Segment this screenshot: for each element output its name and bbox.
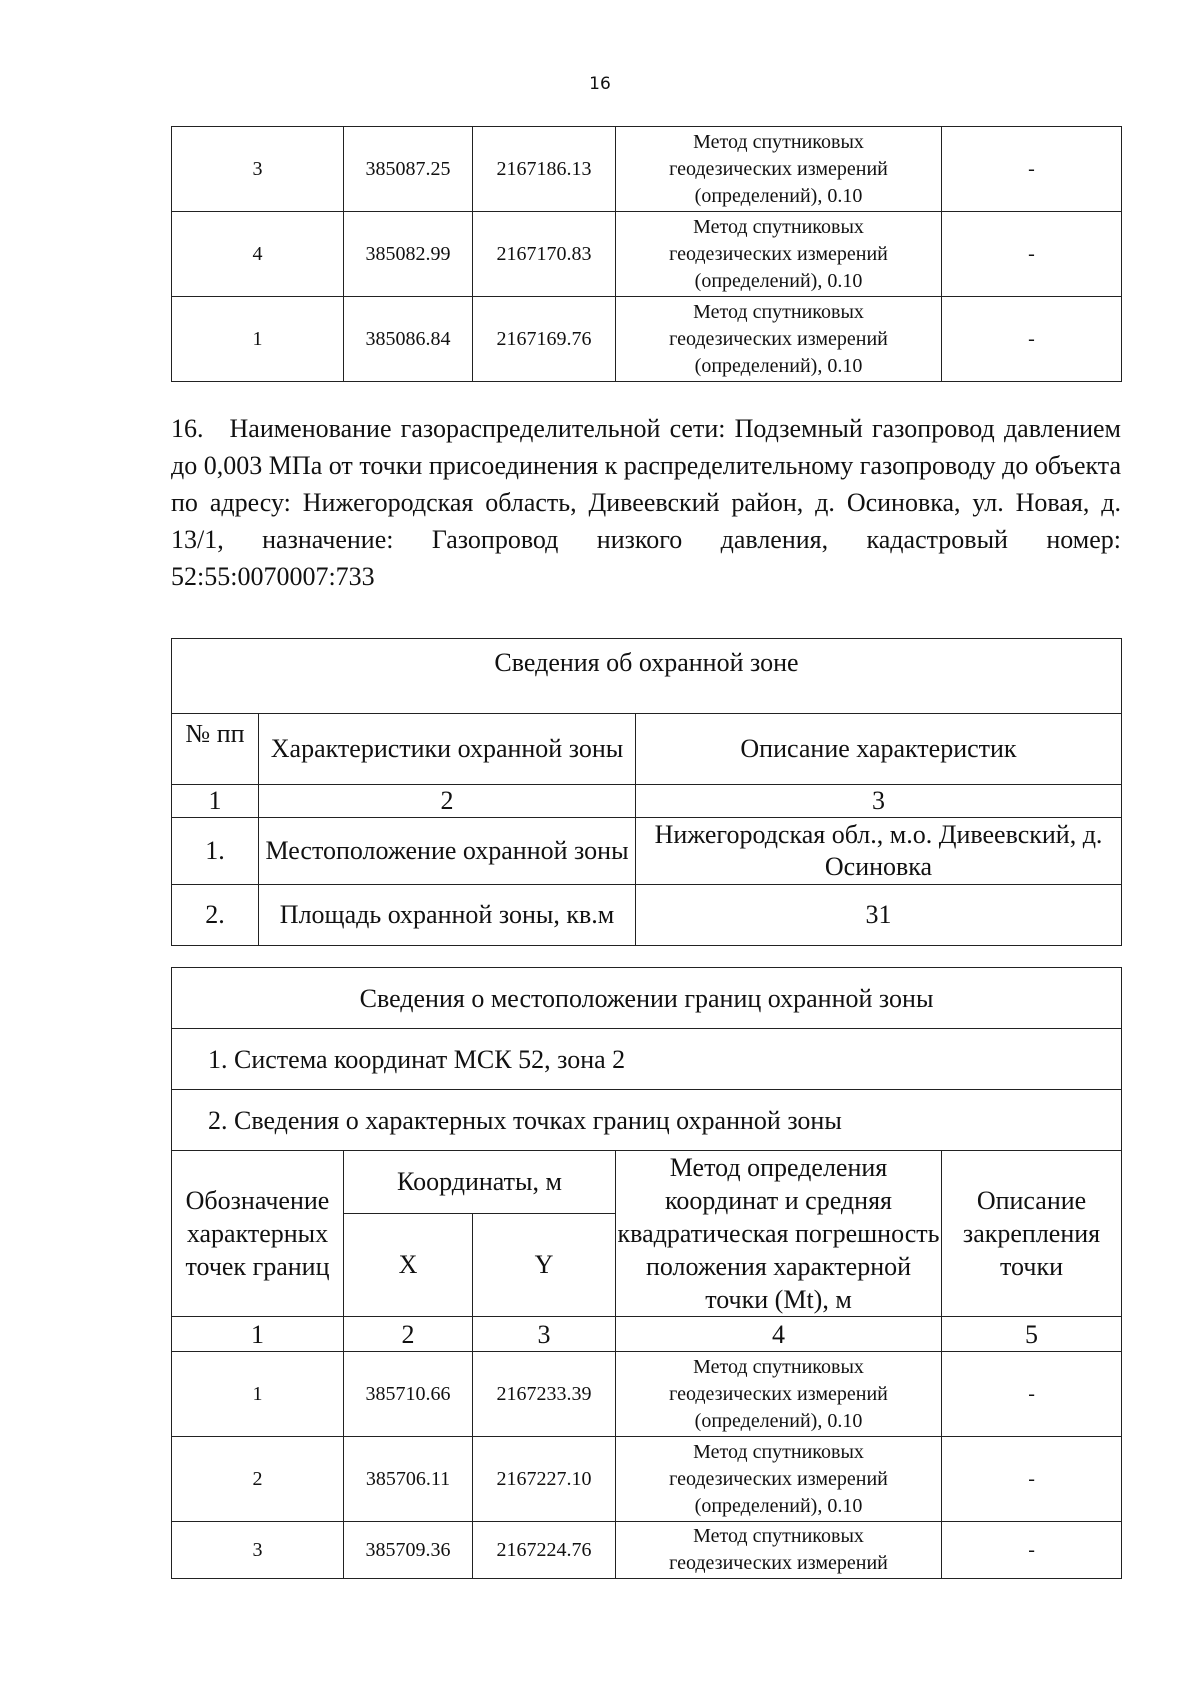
column-number: 3	[636, 785, 1122, 818]
coord-x: 385087.25	[344, 127, 473, 212]
coord-y: 2167169.76	[473, 297, 616, 382]
fixing-description: -	[942, 297, 1122, 382]
gas-network-description: 16. Наименование газораспределительной сети: Подземный газопровод давлением до 0,003 МПа от точки присоединения к распределительному газопроводу до объекта по адресу: Нижегородская область, Дивеевский район, д. Осиновка, ул. Новая, д. 13/1, назначение: Газопровод низкого давления, кадастровый номер: 52:55:0070007:733	[171, 414, 1121, 591]
coord-x: 385086.84	[344, 297, 473, 382]
column-header-number: № пп	[172, 714, 259, 785]
fixing-description: -	[942, 1522, 1122, 1579]
column-header-description: Описание характеристик	[636, 714, 1122, 785]
column-number: 2	[259, 785, 636, 818]
column-number: 1	[172, 785, 259, 818]
column-number: 3	[473, 1317, 616, 1352]
column-number: 2	[344, 1317, 473, 1352]
table-row	[172, 818, 1122, 885]
point-number: 3	[172, 127, 344, 212]
fixing-description: -	[942, 1437, 1122, 1522]
column-header-method: Метод определения координат и средняя квадратическая погрешность положения характерной точки (Mt), м	[616, 1151, 942, 1317]
table-row	[172, 1352, 1122, 1437]
coord-y: 2167170.83	[473, 212, 616, 297]
boundaries-table-title: Сведения о местоположении границ охранной зоны	[172, 968, 1122, 1029]
fixing-description: -	[942, 127, 1122, 212]
method-cell: Метод спутниковых геодезических измерений (определений), 0.10	[616, 212, 942, 297]
method-cell: Метод спутниковых геодезических измерений	[616, 1522, 942, 1579]
column-number: 5	[942, 1317, 1122, 1352]
characteristic-value: 31	[636, 885, 1122, 946]
points-caption: 2. Сведения о характерных точках границ охранной зоны	[172, 1090, 1122, 1151]
table-row	[172, 1437, 1122, 1522]
coord-y: 2167227.10	[473, 1437, 616, 1522]
point-number: 1	[172, 297, 344, 382]
coord-x: 385709.36	[344, 1522, 473, 1579]
coord-x: 385082.99	[344, 212, 473, 297]
coord-y: 2167186.13	[473, 127, 616, 212]
coord-y: 2167224.76	[473, 1522, 616, 1579]
table-row	[172, 127, 1122, 212]
column-header-characteristic: Характеристики охранной зоны	[259, 714, 636, 785]
point-number: 3	[172, 1522, 344, 1579]
point-number: 2	[172, 1437, 344, 1522]
fixing-description: -	[942, 1352, 1122, 1437]
column-header-x: X	[344, 1213, 473, 1317]
point-number: 4	[172, 212, 344, 297]
coordinates-table-continued	[171, 126, 1122, 382]
protection-zone-table	[171, 638, 1122, 946]
characteristic-name: Площадь охранной зоны, кв.м	[259, 885, 636, 946]
method-cell: Метод спутниковых геодезических измерений (определений), 0.10	[616, 1352, 942, 1437]
table-row	[172, 297, 1122, 382]
characteristic-name: Местоположение охранной зоны	[259, 818, 636, 885]
table-row	[172, 1522, 1122, 1579]
characteristic-value: Нижегородская обл., м.о. Дивеевский, д. Осиновка	[636, 818, 1122, 885]
zone-boundaries-table	[171, 967, 1122, 1579]
column-header-y: Y	[473, 1213, 616, 1317]
table-row	[172, 885, 1122, 946]
column-number: 1	[172, 1317, 344, 1352]
coord-y: 2167233.39	[473, 1352, 616, 1437]
column-header-designation: Обозначение характерных точек границ	[172, 1151, 344, 1317]
column-header-fixing: Описание закрепления точки	[942, 1151, 1122, 1317]
zone-table-title: Сведения об охранной зоне	[172, 639, 1122, 714]
page-number: 16	[589, 74, 611, 94]
method-cell: Метод спутниковых геодезических измерений (определений), 0.10	[616, 297, 942, 382]
coord-x: 385706.11	[344, 1437, 473, 1522]
column-number: 4	[616, 1317, 942, 1352]
point-number: 1	[172, 1352, 344, 1437]
method-cell: Метод спутниковых геодезических измерений (определений), 0.10	[616, 1437, 942, 1522]
coordinate-system: 1. Система координат МСК 52, зона 2	[172, 1029, 1122, 1090]
row-number: 2.	[172, 885, 259, 946]
column-header-coordinates: Координаты, м	[344, 1151, 616, 1214]
method-cell: Метод спутниковых геодезических измерений (определений), 0.10	[616, 127, 942, 212]
fixing-description: -	[942, 212, 1122, 297]
table-row	[172, 212, 1122, 297]
row-number: 1.	[172, 818, 259, 885]
coord-x: 385710.66	[344, 1352, 473, 1437]
